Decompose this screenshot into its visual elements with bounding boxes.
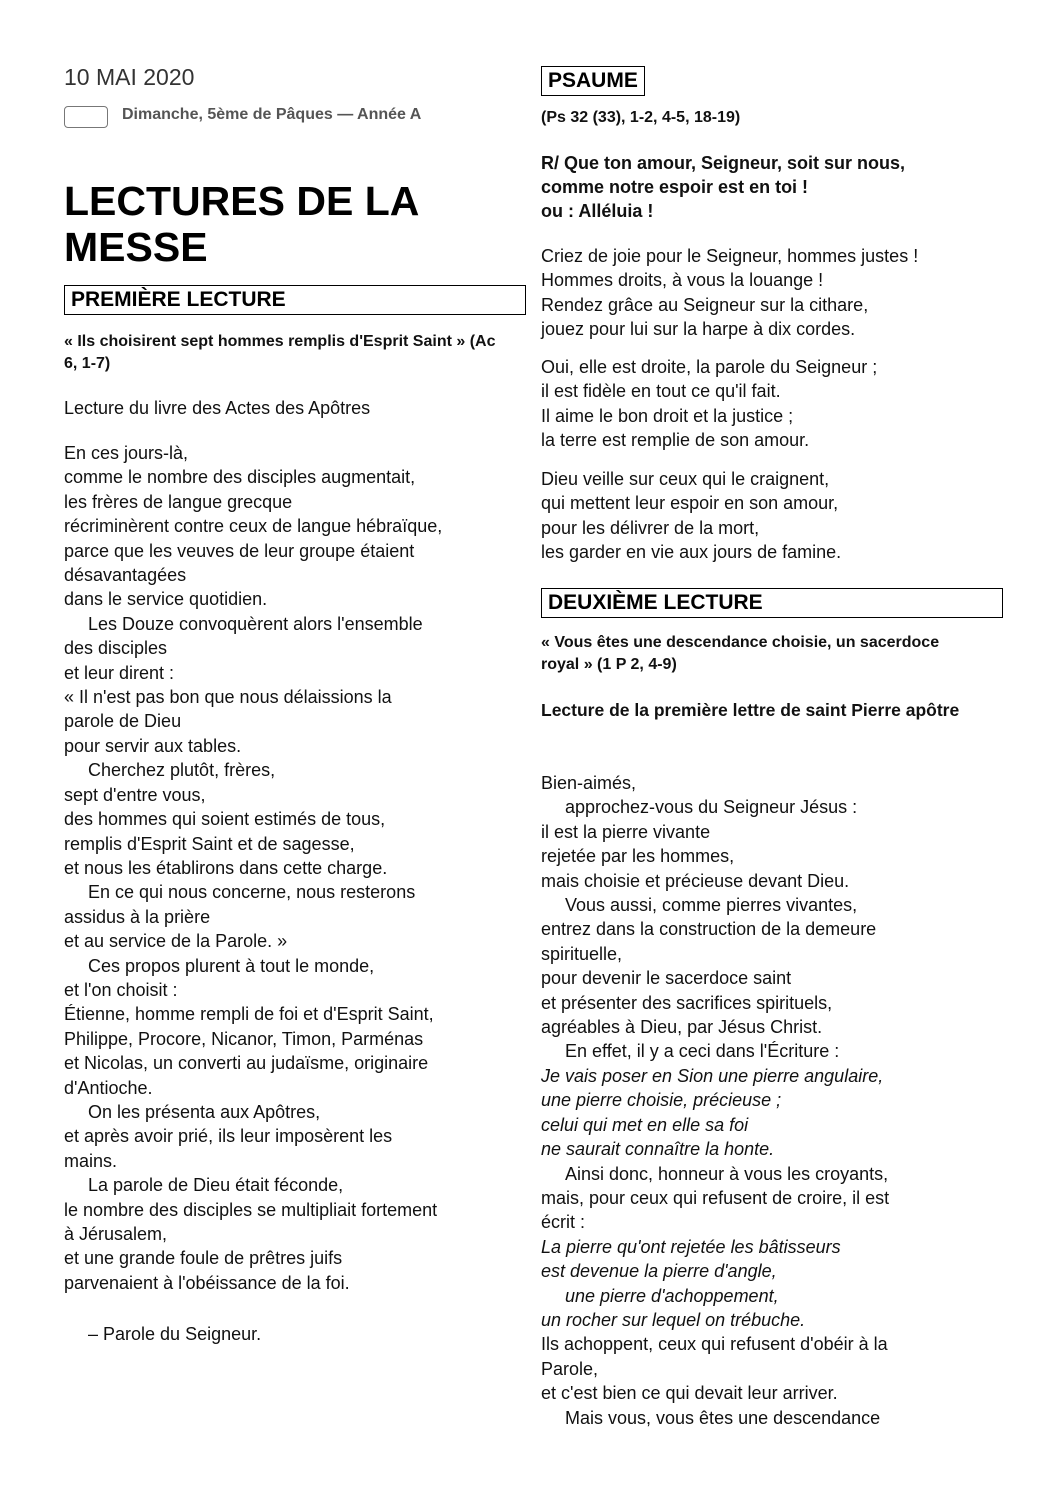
stanza-line: Dieu veille sur ceux qui le craignent,: [541, 469, 830, 489]
refrain-line: comme notre espoir est en toi !: [541, 177, 809, 197]
stanza-line: Criez de joie pour le Seigneur, hommes justes !: [541, 246, 919, 266]
text-line: récriminèrent contre ceux de langue hébraïque,: [64, 516, 443, 537]
text-line: parce que les veuves de leur groupe étaient: [64, 540, 415, 561]
psalm-refrain: [541, 151, 905, 223]
text-line: Mais vous, vous êtes une descendance: [565, 1407, 881, 1428]
text-line: Étienne, homme rempli de foi et d'Esprit Saint,: [64, 1004, 434, 1025]
psalm-reference: (Ps 32 (33), 1-2, 4-5, 18-19): [541, 109, 741, 126]
first-reading-heading: PREMIÈRE LECTURE: [64, 285, 526, 315]
text-line: celui qui met en elle sa foi: [541, 1114, 749, 1135]
text-line: d'Antioche.: [64, 1077, 153, 1098]
text-line: mains.: [64, 1150, 118, 1171]
text-line: entrez dans la construction de la demeure: [541, 919, 877, 940]
first-reading-closing: – Parole du Seigneur.: [88, 1324, 262, 1344]
text-line: et c'est bien ce qui devait leur arriver.: [541, 1383, 838, 1404]
first-reading-text: [64, 441, 442, 1295]
text-line: Cherchez plutôt, frères,: [88, 760, 276, 781]
text-line: le nombre des disciples se multipliait fortement: [64, 1199, 438, 1220]
text-line: et l'on choisit :: [64, 979, 178, 1000]
text-line: parvenaient à l'obéissance de la foi.: [64, 1272, 350, 1293]
text-line: rejetée par les hommes,: [541, 846, 735, 867]
text-line: parole de Dieu: [64, 711, 182, 732]
stanza-line: Il aime le bon droit et la justice ;: [541, 405, 794, 426]
text-line: une pierre d'achoppement,: [565, 1285, 779, 1306]
text-line: La parole de Dieu était féconde,: [88, 1175, 344, 1196]
text-line: et après avoir prié, ils leur imposèrent les: [64, 1126, 393, 1147]
text-line: il est la pierre vivante: [541, 821, 711, 842]
second-reading-intro: Lecture de la première lettre de saint Pierre apôtre: [541, 700, 960, 720]
text-line: Philippe, Procore, Nicanor, Timon, Parménas: [64, 1028, 424, 1049]
text-line: et Nicolas, un converti au judaïsme, originaire: [64, 1053, 429, 1074]
season-badge: [64, 106, 108, 128]
text-line: mais choisie et précieuse devant Dieu.: [541, 870, 850, 891]
stanza-line: jouez pour lui sur la harpe à dix cordes.: [541, 319, 856, 340]
text-line: est devenue la pierre d'angle,: [541, 1261, 777, 1282]
stanza-line: Oui, elle est droite, la parole du Seigneur ;: [541, 357, 878, 377]
text-line: comme le nombre des disciples augmentait,: [64, 467, 416, 488]
text-line: mais, pour ceux qui refusent de croire, il est: [541, 1187, 890, 1208]
page-title: LECTURES DE LA MESSE: [64, 178, 418, 270]
stanza-line: Rendez grâce au Seigneur sur la cithare,: [541, 294, 869, 315]
psalm-stanza-2: [541, 355, 877, 453]
text-line: et une grande foule de prêtres juifs: [64, 1248, 343, 1269]
psalm-stanza-3: [541, 467, 841, 565]
second-reading-heading: DEUXIÈME LECTURE: [541, 588, 1003, 618]
second-reading-text: [541, 771, 889, 1430]
stanza-line: Hommes droits, à vous la louange !: [541, 270, 824, 291]
text-line: des disciples: [64, 638, 168, 659]
text-line: agréables à Dieu, par Jésus Christ.: [541, 1017, 823, 1038]
text-line: dans le service quotidien.: [64, 589, 268, 610]
first-reading-reference: « Ils choisirent sept hommes remplis d'Esprit Saint » (Ac 6, 1-7): [64, 333, 496, 372]
text-line: désavantagées: [64, 565, 187, 586]
text-line: En ces jours-là,: [64, 443, 189, 463]
text-line: des hommes qui soient estimés de tous,: [64, 809, 386, 830]
text-line: En ce qui nous concerne, nous resterons: [88, 882, 416, 903]
text-line: écrit :: [541, 1212, 586, 1233]
text-line: pour devenir le sacerdoce saint: [541, 968, 792, 989]
refrain-line: ou : Alléluia !: [541, 201, 654, 221]
text-line: et au service de la Parole. »: [64, 931, 288, 952]
psalm-heading: PSAUME: [541, 66, 645, 96]
stanza-line: pour les délivrer de la mort,: [541, 517, 760, 538]
stanza-line: il est fidèle en tout ce qu'il fait.: [541, 381, 781, 402]
text-line: les frères de langue grecque: [64, 491, 293, 512]
text-line: une pierre choisie, précieuse ;: [541, 1090, 782, 1111]
text-line: Les Douze convoquèrent alors l'ensemble: [88, 613, 423, 634]
text-line: un rocher sur lequel on trébuche.: [541, 1309, 806, 1330]
liturgical-day: Dimanche, 5ème de Pâques — Année A: [122, 106, 422, 123]
text-line: En effet, il y a ceci dans l'Écriture :: [565, 1041, 840, 1062]
text-line: à Jérusalem,: [64, 1224, 168, 1244]
stanza-line: les garder en vie aux jours de famine.: [541, 542, 842, 563]
text-line: On les présenta aux Apôtres,: [88, 1101, 321, 1122]
text-line: Vous aussi, comme pierres vivantes,: [565, 895, 858, 916]
second-reading-reference: « Vous êtes une descendance choisie, un sacerdoce royal » (1 P 2, 4-9): [541, 634, 940, 673]
text-line: spirituelle,: [541, 943, 623, 964]
text-line: Je vais poser en Sion une pierre angulaire,: [541, 1065, 884, 1086]
text-line: et présenter des sacrifices spirituels,: [541, 992, 833, 1013]
text-line: remplis d'Esprit Saint et de sagesse,: [64, 833, 355, 854]
text-line: ne saurait connaître la honte.: [541, 1139, 775, 1160]
text-line: pour servir aux tables.: [64, 735, 242, 756]
text-line: La pierre qu'ont rejetée les bâtisseurs: [541, 1236, 841, 1257]
text-line: Ainsi donc, honneur à vous les croyants,: [565, 1163, 889, 1184]
text-line: Parole,: [541, 1358, 599, 1379]
text-line: sept d'entre vous,: [64, 784, 206, 805]
text-line: « Il n'est pas bon que nous délaissions la: [64, 687, 392, 708]
refrain-line: R/ Que ton amour, Seigneur, soit sur nous,: [541, 153, 906, 173]
text-line: assidus à la prière: [64, 906, 211, 927]
page-date: 10 MAI 2020: [64, 64, 195, 90]
text-line: et nous les établirons dans cette charge.: [64, 857, 388, 878]
psalm-stanza-1: [541, 244, 918, 342]
text-line: Bien-aimés,: [541, 773, 637, 793]
text-line: et leur dirent :: [64, 662, 175, 683]
stanza-line: la terre est remplie de son amour.: [541, 430, 810, 451]
text-line: Ces propos plurent à tout le monde,: [88, 955, 375, 976]
stanza-line: qui mettent leur espoir en son amour,: [541, 493, 839, 514]
first-reading-intro: Lecture du livre des Actes des Apôtres: [64, 398, 371, 418]
text-line: Ils achoppent, ceux qui refusent d'obéir à la: [541, 1334, 888, 1355]
text-line: approchez-vous du Seigneur Jésus :: [565, 797, 858, 818]
